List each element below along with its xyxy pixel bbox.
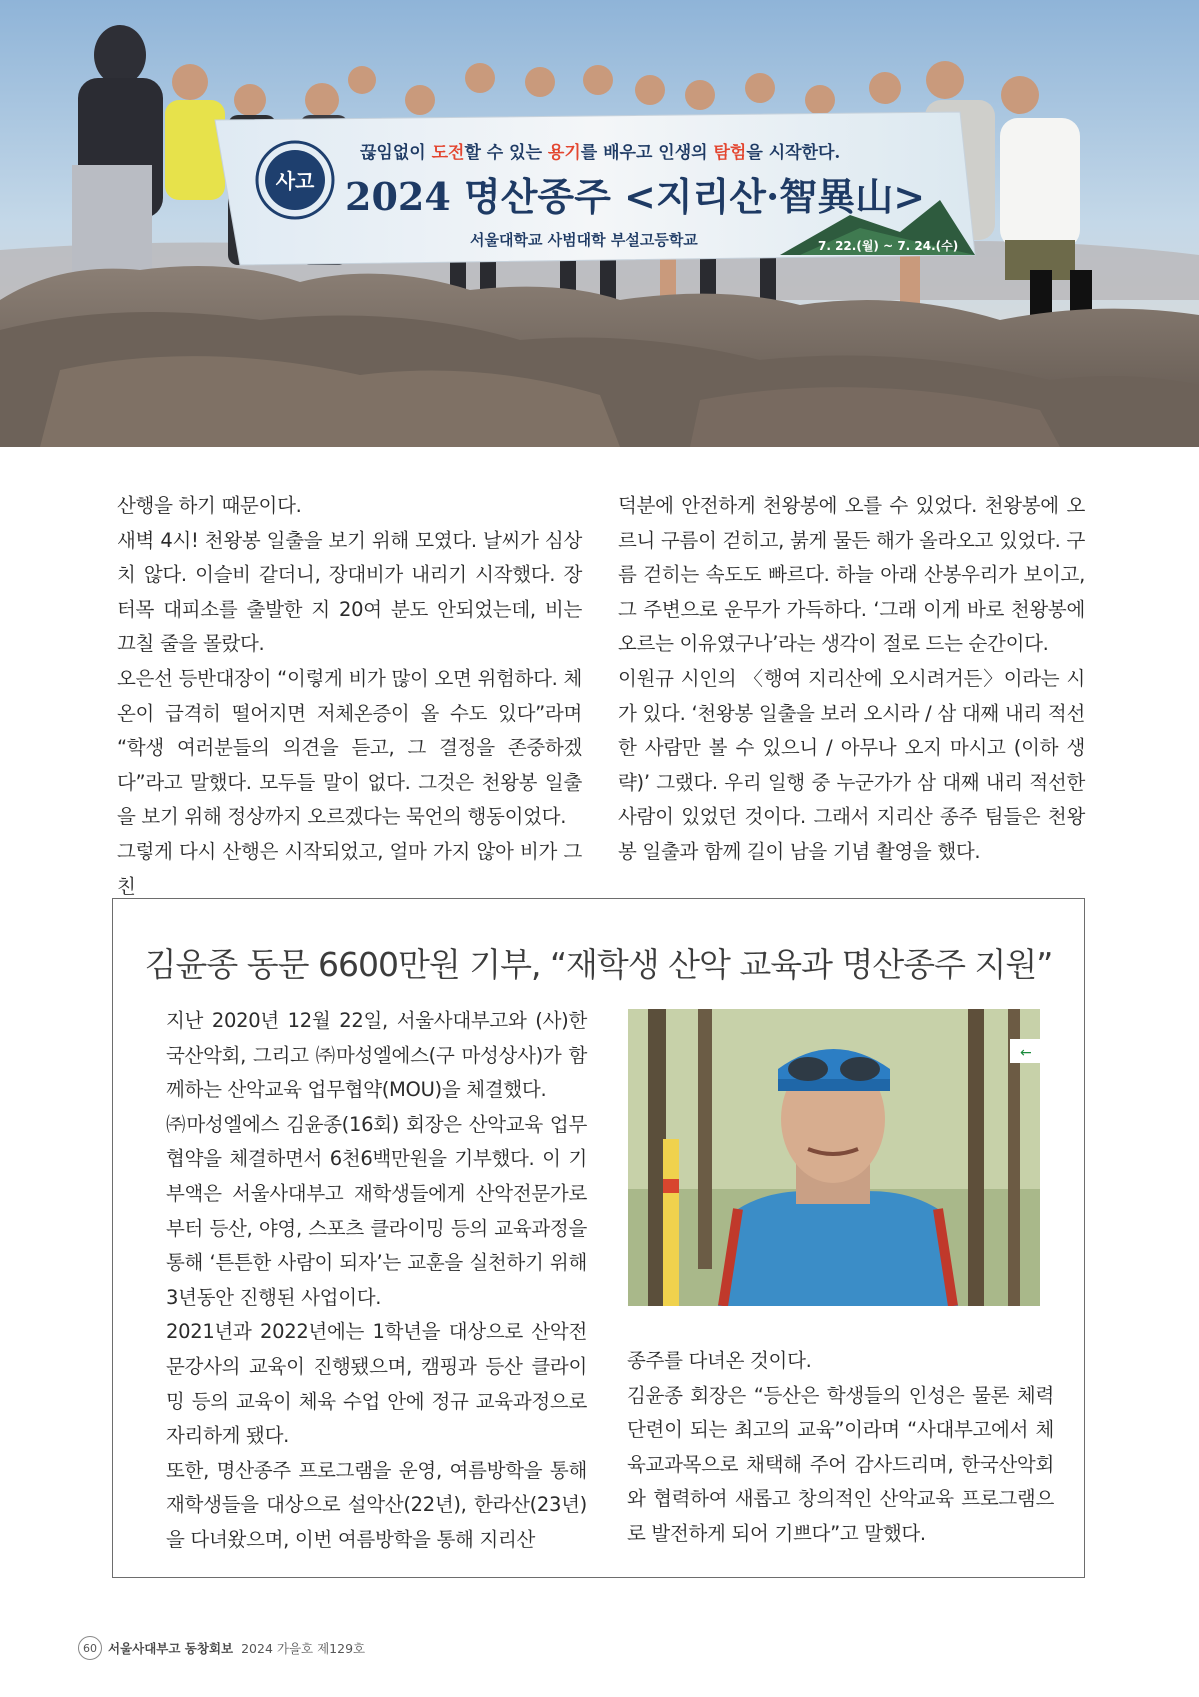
banner-title: 2024 명산종주 <지리산·智異山>	[345, 174, 926, 219]
page-footer	[78, 1636, 365, 1660]
article-column-right	[618, 489, 1085, 870]
paragraph: 이원규 시인의 〈행여 지리산에 오시려거든〉이라는 시가 있다. ‘천왕봉 일출을 보러 오시라 / 삼 대째 내리 적선한 사람만 볼 수 있으니 / 아무나 오지 마시고 (이하 생략)’ 그랬다. 우리 일행 중 누군가가 삼 대째 내리 적선한 사람이 있었던 것이다. 그래서 지리산 종주 팀들은 천왕봉 일출과 함께 길이 남을 기념 촬영을 했다.	[618, 666, 1085, 863]
issue-label: 2024 가을호 제129호	[241, 1641, 366, 1656]
paragraph: 오은선 등반대장이 “이렇게 비가 많이 오면 위험하다. 체온이 급격히 떨어지면 저체온증이 올 수도 있다”라며 “학생 여러분들의 의견을 듣고, 그 결정을 존중하겠다”라고 말했다. 모두들 말이 없다. 그것은 천왕봉 일출을 보기 위해 정상까지 오르겠다는 묵언의 행동이었다.	[117, 666, 582, 829]
banner-emblem: 사고	[275, 169, 315, 193]
donation-article-box	[112, 898, 1085, 1578]
banner-slogan: 끊임없이 도전할 수 있는 용기를 배우고 인생의 탐험을 시작한다.	[360, 143, 841, 163]
svg-text:←: ←	[1020, 1045, 1032, 1061]
paragraph: ㈜마성엘에스 김윤종(16회) 회장은 산악교육 업무협약을 체결하면서 6천6백만원을 기부했다. 이 기부액은 서울사대부고 재학생들에게 산악전문가로부터 등산, 야영, 스포츠 클라이밍 등의 교육과정을 통해 ‘튼튼한 사람이 되자’는 교훈을 실천하기 위해 3년동안 진행된 사업이다.	[166, 1112, 587, 1309]
paragraph: 종주를 다녀온 것이다.	[627, 1349, 812, 1372]
box-column-right	[627, 1344, 1054, 1552]
paragraph: 지난 2020년 12월 22일, 서울사대부고와 (사)한국산악회, 그리고 ㈜마성엘에스(구 마성상사)가 함께하는 산악교육 업무협약(MOU)을 체결했다.	[166, 1009, 587, 1102]
paragraph: 2021년과 2022년에는 1학년을 대상으로 산악전문강사의 교육이 진행됐으며, 캠핑과 등산 클라이밍 등의 교육이 체육 수업 안에 정규 교육과정으로 자리하게 됐다.	[166, 1320, 587, 1448]
paragraph: 또한, 명산종주 프로그램을 운영, 여름방학을 통해 재학생들을 대상으로 설악산(22년), 한라산(23년)을 다녀왔으며, 이번 여름방학을 통해 지리산	[166, 1458, 587, 1551]
box-title: 김윤종 동문 6600만원 기부, “재학생 산악 교육과 명산종주 지원”	[144, 945, 1053, 984]
paragraph: 덕분에 안전하게 천왕봉에 오를 수 있었다. 천왕봉에 오르니 구름이 걷히고, 붉게 물든 해가 올라오고 있었다. 구름 걷히는 속도도 빠르다. 하늘 아래 산봉우리가 보이고, 그 주변으로 운무가 가득하다. ‘그래 이게 바로 천왕봉에 오르는 이유였구나’라는 생각이 절로 드는 순간이다.	[618, 494, 1085, 656]
banner-date: 7. 22.(월) ~ 7. 24.(수)	[818, 239, 959, 253]
hero-group-photo	[0, 0, 1199, 447]
paragraph: 김윤종 회장은 “등산은 학생들의 인성은 물론 체력단련이 되는 최고의 교육”이라며 “사대부고에서 체육교과목으로 채택해 주어 감사드리며, 한국산악회와 협력하여 새롭고 창의적인 산악교육 프로그램으로 발전하게 되어 기쁘다”고 말했다.	[627, 1383, 1054, 1545]
box-column-left	[166, 1004, 587, 1558]
paragraph: 산행을 하기 때문이다.	[117, 494, 302, 517]
article-column-left	[117, 489, 582, 904]
paragraph: 새벽 4시! 천왕봉 일출을 보기 위해 모였다. 날씨가 심상치 않다. 이슬비 같더니, 장대비가 내리기 시작했다. 장터목 대피소를 출발한 지 20여 분도 안되었는데, 비는 끄칠 줄을 몰랐다.	[117, 528, 582, 656]
page-number: 60	[78, 1636, 102, 1660]
portrait-photo	[628, 1009, 1040, 1306]
banner-school: 서울대학교 사범대학 부설고등학교	[470, 231, 698, 249]
publication-name: 서울사대부고 동창회보	[108, 1641, 234, 1656]
paragraph: 그렇게 다시 산행은 시작되었고, 얼마 가지 않아 비가 그친	[117, 839, 582, 898]
